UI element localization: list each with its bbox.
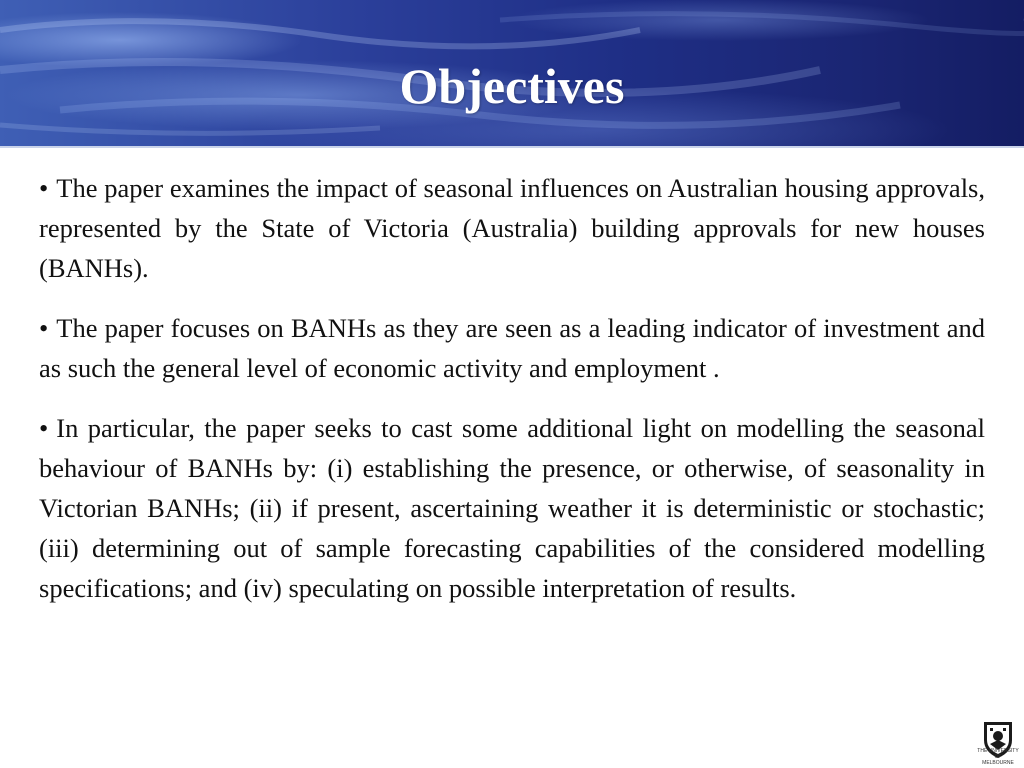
logo-line-1: THE UNIVERSITY OF — [977, 748, 1019, 760]
bullet-marker: • — [39, 413, 49, 443]
university-logo-text — [974, 748, 1022, 766]
bullet-text: The paper focuses on BANHs as they are seen as a leading indicator of investment and as such the general level of economic activity and employment . — [39, 313, 985, 383]
bullet-item — [39, 408, 985, 608]
bullet-marker: • — [39, 173, 49, 203]
slide-title: Objectives — [399, 58, 625, 114]
bullet-text: The paper examines the impact of seasonal influences on Australian housing approvals, represented by the State of Victoria (Australia) building approvals for new houses (BANHs). — [39, 173, 985, 283]
bullet-marker: • — [39, 313, 49, 343]
logo-line-2: MELBOURNE — [982, 760, 1014, 766]
bullet-text: In particular, the paper seeks to cast some additional light on modelling the seasonal behaviour of BANHs by: (i) establishing the presence, or otherwise, of seasonality in Victorian BANHs; (ii) if present, ascertaining weather it is deterministic or stochastic; (iii) determining out of sample forecasting capabilities of the considered modelling specifications; and (iv) speculating on possible interpretation of results. — [39, 413, 985, 603]
title-banner — [0, 0, 1024, 146]
bullet-item — [39, 168, 985, 288]
bullet-list — [39, 168, 985, 628]
bullet-item — [39, 308, 985, 388]
banner-divider — [0, 146, 1024, 148]
